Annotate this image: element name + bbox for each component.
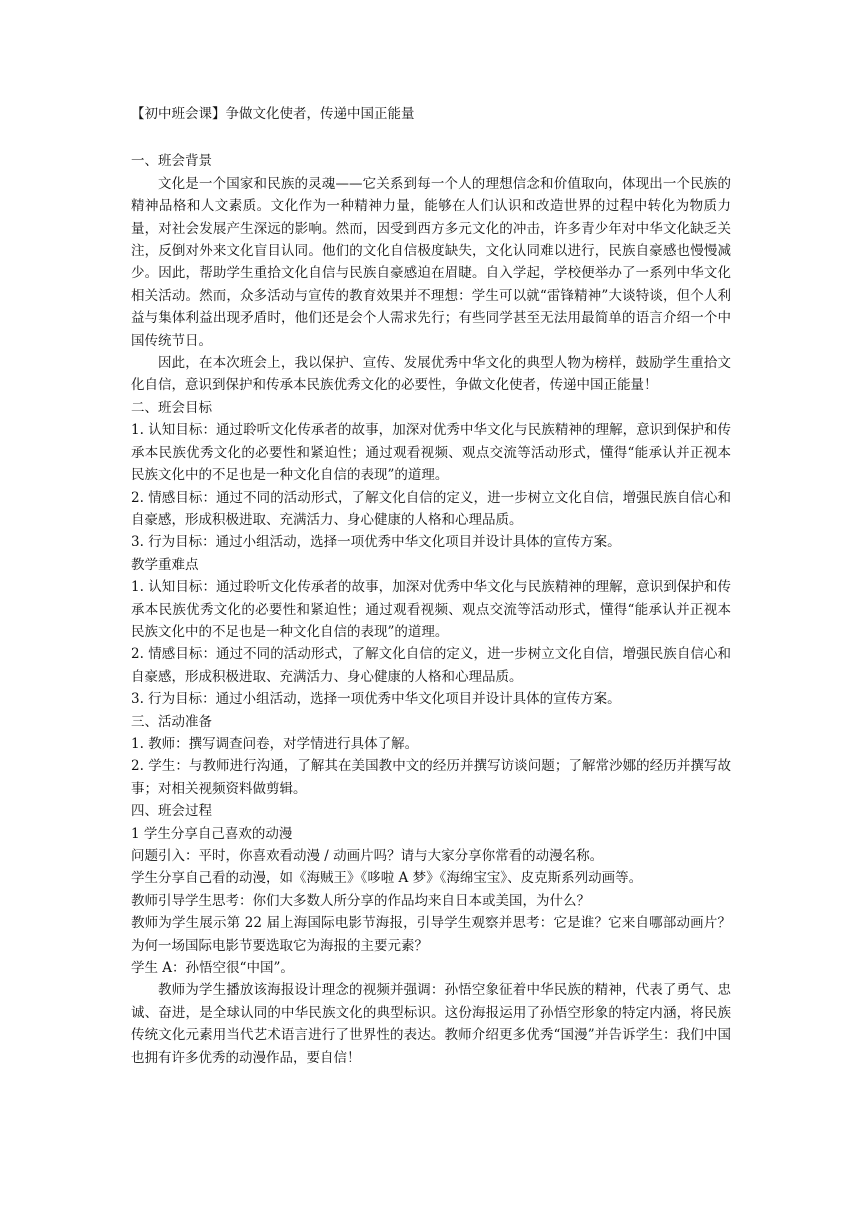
preparation-item-2: 2. 学生：与教师进行沟通，了解其在美国教中文的经历并撰写访谈问题；了解常沙娜的经历并撰写故事；对相关视频资料做剪辑。 (131, 758, 731, 797)
section-heading-process: 四、班会过程 (131, 803, 212, 820)
key-point-item-1: 1. 认知目标：通过聆听文化传承者的故事，加深对优秀中华文化与民族精神的理解，意识到保护和传承本民族优秀文化的必要性和紧迫性；通过观看视频、观点交流等活动形式，懂得“能承认并正视本民族文化中的不足也是一种文化自信的表现”的道理。 (131, 579, 731, 640)
goal-item-2: 2. 情感目标：通过不同的活动形式，了解文化自信的定义，进一步树立文化自信，增强民族自信心和自豪感，形成积极进取、充满活力、身心健康的人格和心理品质。 (131, 489, 731, 528)
background-paragraph-2: 因此，在本次班会上，我以保护、宣传、发展优秀中华文化的典型人物为榜样，鼓励学生重拾文化自信，意识到保护和传承本民族优秀文化的必要性，争做文化使者，传递中国正能量！ (131, 355, 731, 394)
section-heading-goals: 二、班会目标 (131, 399, 212, 416)
process-sub-heading: 1 学生分享自己喜欢的动漫 (131, 825, 293, 842)
section-heading-preparation: 三、活动准备 (131, 713, 212, 730)
process-line-2: 学生分享自己看的动漫，如《海贼王》《哆啦 A 梦》《海绵宝宝》、皮克斯系列动画等。 (131, 870, 643, 887)
preparation-item-1: 1. 教师：撰写调查问卷，对学情进行具体了解。 (131, 735, 419, 752)
document-title: 【初中班会课】争做文化使者，传递中国正能量 (131, 106, 415, 122)
key-point-item-2: 2. 情感目标：通过不同的活动形式，了解文化自信的定义，进一步树立文化自信，增强民族自信心和自豪感，形成积极进取、充满活力、身心健康的人格和心理品质。 (131, 646, 731, 685)
goal-item-3: 3. 行为目标：通过小组活动，选择一项优秀中华文化项目并设计具体的宣传方案。 (131, 534, 621, 551)
document-page (131, 103, 731, 1069)
background-paragraph-1: 文化是一个国家和民族的灵魂——它关系到每一个人的理想信念和价值取向，体现出一个民族的精神品格和人文素质。文化作为一种精神力量，能够在人们认识和改造世界的过程中转化为物质力量，对社会发展产生深远的影响。然而，因受到西方多元文化的冲击，许多青少年对中华文化缺乏关注，反倒对外来文化盲目认同。他们的文化自信极度缺失，文化认同难以进行，民族自豪感也慢慢减少。因此，帮助学生重拾文化自信与民族自豪感迫在眉睫。自入学起，学校便举办了一系列中华文化相关活动。然而，众多活动与宣传的教育效果并不理想：学生可以就“雷锋精神”大谈特谈，但个人利益与集体利益出现矛盾时，他们还是会个人需求先行；有些同学甚至无法用最简单的语言介绍一个中国传统节日。 (131, 175, 731, 349)
section-heading-key-points: 教学重难点 (131, 556, 199, 573)
goal-item-1: 1. 认知目标：通过聆听文化传承者的故事，加深对优秀中华文化与民族精神的理解，意识到保护和传承本民族优秀文化的必要性和紧迫性；通过观看视频、观点交流等活动形式，懂得“能承认并正视本民族文化中的不足也是一种文化自信的表现”的道理。 (131, 422, 731, 484)
section-heading-background: 一、班会背景 (131, 153, 212, 170)
spacer (131, 125, 731, 150)
process-closing-paragraph: 教师为学生播放该海报设计理念的视频并强调：孙悟空象征着中华民族的精神，代表了勇气、忠诚、奋进，是全球认同的中华民族文化的典型标识。这份海报运用了孙悟空形象的特定内涵，将民族传统文化元素用当代艺术语言进行了世界性的表达。教师介绍更多优秀“国漫”并告诉学生：我们中国也拥有许多优秀的动漫作品，要自信！ (131, 982, 731, 1066)
process-line-5: 学生 A：孙悟空很“中国”。 (131, 960, 294, 977)
process-line-4: 教师为学生展示第 22 届上海国际电影节海报，引导学生观察并思考：它是谁？它来自哪部动画片？为何一场国际电影节要选取它为海报的主要元素？ (131, 915, 731, 954)
process-line-3: 教师引导学生思考：你们大多数人所分享的作品均来自日本或美国，为什么？ (131, 892, 590, 909)
process-line-1: 问题引入：平时，你喜欢看动漫 / 动画片吗？请与大家分享你常看的动漫名称。 (131, 848, 604, 864)
key-point-item-3: 3. 行为目标：通过小组活动，选择一项优秀中华文化项目并设计具体的宣传方案。 (131, 691, 621, 708)
